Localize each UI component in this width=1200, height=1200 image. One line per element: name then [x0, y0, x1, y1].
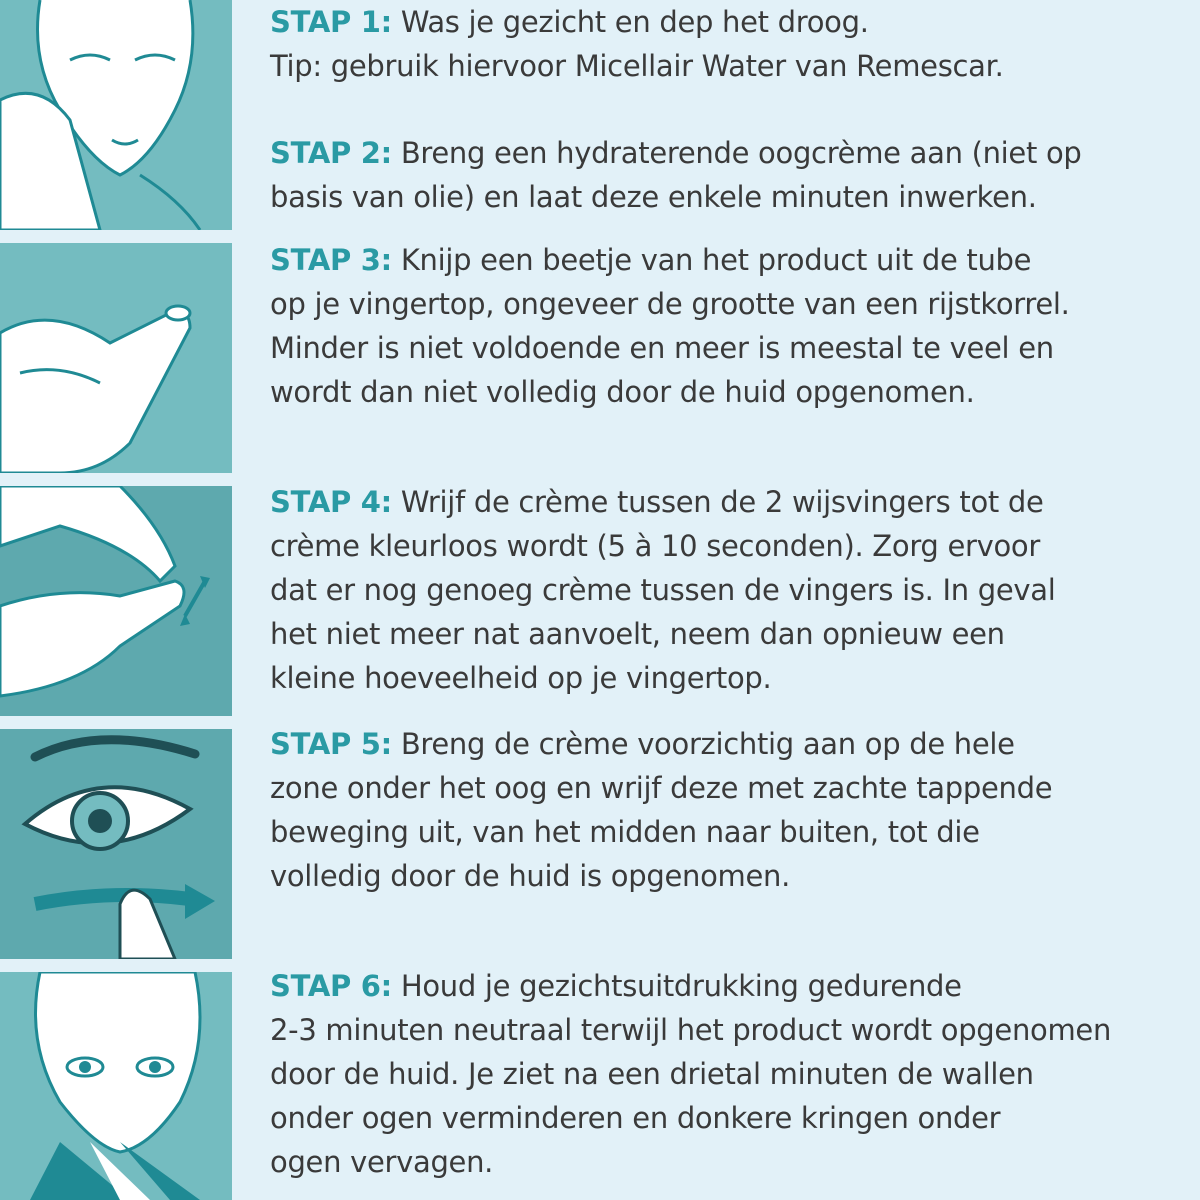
step-5: [270, 722, 1195, 898]
step-text: dat er nog genoeg crème tussen de vingers is. In geval: [270, 573, 1056, 607]
step-text: 2-3 minuten neutraal terwijl het product wordt opgenomen: [270, 1013, 1112, 1047]
step-6: [270, 964, 1195, 1184]
step-label: STAP 3:: [270, 243, 392, 277]
step-text: ogen vervagen.: [270, 1145, 494, 1179]
step-label: STAP 5:: [270, 727, 392, 761]
step-text: zone onder het oog en wrijf deze met zachte tappende: [270, 771, 1053, 805]
step-text: Minder is niet voldoende en meer is meestal te veel en: [270, 331, 1054, 365]
step-label: STAP 2:: [270, 136, 392, 170]
step-text: op je vingertop, ongeveer de grootte van een rijstkorrel.: [270, 287, 1070, 321]
step-label: STAP 6:: [270, 969, 392, 1003]
step-text: het niet meer nat aanvoelt, neem dan opnieuw een: [270, 617, 1005, 651]
step-3: [270, 238, 1195, 414]
step-text: Breng de crème voorzichtig aan op de hele: [400, 727, 1015, 761]
step-text: Tip: gebruik hiervoor Micellair Water van Remescar.: [270, 49, 1004, 83]
rubbing-fingers-illustration: [0, 486, 232, 716]
step-1: [270, 0, 1195, 88]
step-text: wordt dan niet volledig door de huid opgenomen.: [270, 375, 975, 409]
step-text: Wrijf de crème tussen de 2 wijsvingers tot de: [400, 485, 1044, 519]
step-4: [270, 480, 1195, 700]
step-text: door de huid. Je ziet na een drietal minuten de wallen: [270, 1057, 1034, 1091]
step-text: crème kleurloos wordt (5 à 10 seconden). Zorg ervoor: [270, 529, 1040, 563]
step-text: onder ogen verminderen en donkere kringen onder: [270, 1101, 1001, 1135]
step-text: Breng een hydraterende oogcrème aan (niet op: [400, 136, 1082, 170]
step-text: Knijp een beetje van het product uit de tube: [400, 243, 1032, 277]
face-washing-illustration: [0, 0, 232, 230]
step-label: STAP 4:: [270, 485, 392, 519]
step-text: basis van olie) en laat deze enkele minuten inwerken.: [270, 180, 1037, 214]
eye-application-illustration: [0, 729, 232, 959]
step-text: beweging uit, van het midden naar buiten, tot die: [270, 815, 980, 849]
step-text: Houd je gezichtsuitdrukking gedurende: [400, 969, 962, 1003]
step-label: STAP 1:: [270, 5, 392, 39]
step-text: kleine hoeveelheid op je vingertop.: [270, 661, 772, 695]
face-with-fan-illustration: [0, 972, 232, 1200]
step-text: volledig door de huid is opgenomen.: [270, 859, 790, 893]
step-text: Was je gezicht en dep het droog.: [400, 5, 869, 39]
step-2: [270, 131, 1195, 219]
fingertip-cream-illustration: [0, 243, 232, 473]
